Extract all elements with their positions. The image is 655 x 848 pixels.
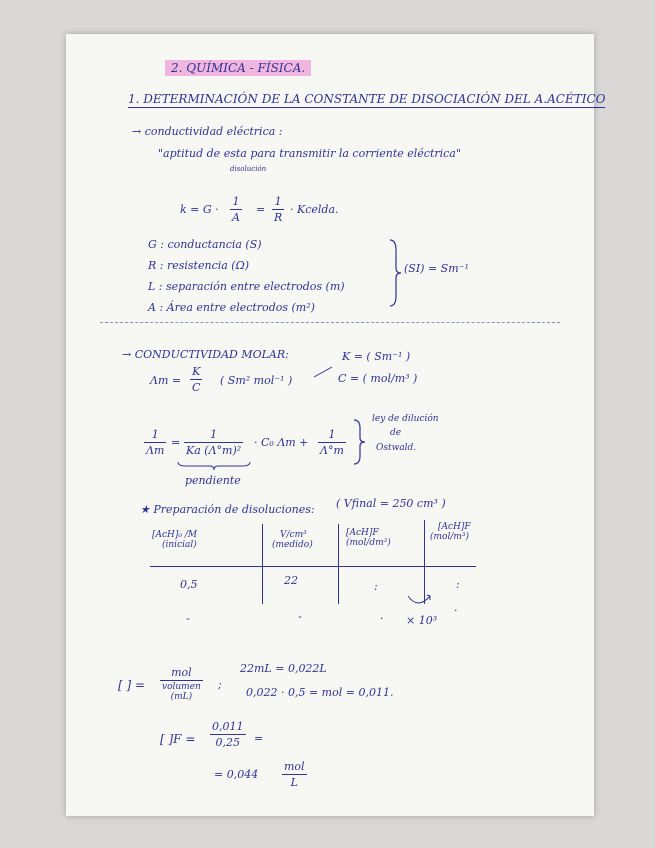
underbrace-icon [176, 460, 252, 472]
final-bracket-lhs: [ ]F = [160, 732, 196, 746]
def-area: A : Área entre electrodos (m²) [148, 301, 315, 314]
ostwald-slope-fraction: 1 Ka (Λ°m)² [186, 428, 242, 457]
calc-volume: 22mL = 0,022L [240, 662, 327, 675]
vfinal-note: ( Vfinal = 250 cm³ ) [336, 497, 446, 510]
semicolon: ; [218, 678, 222, 691]
lambda-m-lhs: Λm = [150, 374, 182, 387]
table-dash: - [298, 610, 302, 623]
table-dot: · [380, 612, 384, 625]
final-fraction: 0,011 0,25 [212, 720, 244, 749]
ley-dilucion: ley de dilución [372, 414, 439, 424]
arrow-icon: → [122, 348, 135, 361]
result-units: mol L [284, 760, 305, 789]
brace-icon [352, 418, 366, 466]
col-header-3: [AcH]F (mol/dm³) [346, 528, 391, 548]
cell-concentration: 0,5 [180, 578, 198, 591]
formula-k: k = G · [180, 203, 219, 216]
cell-mol-dm3: : [374, 580, 378, 593]
cell-volume: 22 [284, 574, 298, 587]
section3-title: ★ Preparación de disoluciones: [140, 503, 315, 516]
ostwald-lhs: 1 Λm [146, 428, 165, 457]
bracket-fraction: mol volumen (mL) [162, 666, 201, 702]
pendiente-label: pendiente [185, 474, 241, 487]
page-header [165, 61, 311, 75]
conductivity-heading: → conductividad eléctrica : [132, 125, 283, 138]
lambda-units: ( Sm² mol⁻¹ ) [220, 374, 293, 387]
def-separacion: L : separación entre electrodos (m) [148, 280, 345, 293]
lambda-fraction: K C [192, 365, 201, 394]
k-units: K = ( Sm⁻¹ ) [342, 350, 411, 363]
cell-mol-m3: : [456, 578, 460, 591]
curved-arrow-icon [404, 592, 434, 612]
ostwald-intercept-fraction: 1 Λ°m [320, 428, 344, 457]
section-divider [100, 322, 560, 323]
table-header-line [150, 566, 476, 567]
formula-kcelda: · Kcelda. [290, 203, 339, 216]
header-title: 2. QUÍMICA - FÍSICA. [165, 60, 311, 76]
col-header-2: V/cm³ (medido) [272, 530, 313, 550]
bracket-lhs: [ ] = [118, 678, 146, 692]
calc-mol: 0,022 · 0,5 = mol = 0,011. [246, 686, 394, 699]
slash-icon [312, 365, 334, 379]
ley-ostwald: Ostwald. [376, 443, 417, 453]
def-conductancia: G : conductancia (S) [148, 238, 262, 251]
c-units: C = ( mol/m³ ) [338, 372, 418, 385]
definition-text: "aptitud de esta para transmitir la corriente eléctrica" [158, 147, 461, 160]
final-equals: = [254, 732, 264, 745]
table-dash: - [186, 612, 190, 625]
result-value: = 0,044 [214, 768, 259, 781]
def-resistencia: R : resistencia (Ω) [148, 259, 250, 272]
formula-equals: = [256, 203, 266, 216]
fraction-1-over-A: 1 A [232, 195, 240, 224]
table-col-divider [262, 524, 263, 604]
si-units: (SI) = Sm⁻¹ [404, 262, 469, 275]
ley-de: de [390, 428, 402, 438]
table-col-divider [338, 524, 339, 604]
note-disolucion: disolución [230, 165, 267, 173]
brace-icon [388, 238, 402, 308]
arrow-icon: → [132, 125, 145, 138]
section1-title: 1. DETERMINACIÓN DE LA CONSTANTE DE DISOCIACIÓN DEL A.ACÉTICO [128, 92, 606, 106]
section2-title: → CONDUCTIVIDAD MOLAR: [122, 348, 289, 361]
fraction-1-over-R: 1 R [274, 195, 283, 224]
ostwald-mid: · C₀ Λm + [254, 436, 309, 449]
col-header-4: [AcH]F (mol/m³) [430, 522, 471, 542]
table-dot: · [454, 604, 458, 617]
ostwald-equals: = [171, 436, 181, 449]
col-header-1: [AcH]₀ /M (inicial) [152, 530, 198, 550]
times-10-3: × 10³ [406, 614, 438, 627]
